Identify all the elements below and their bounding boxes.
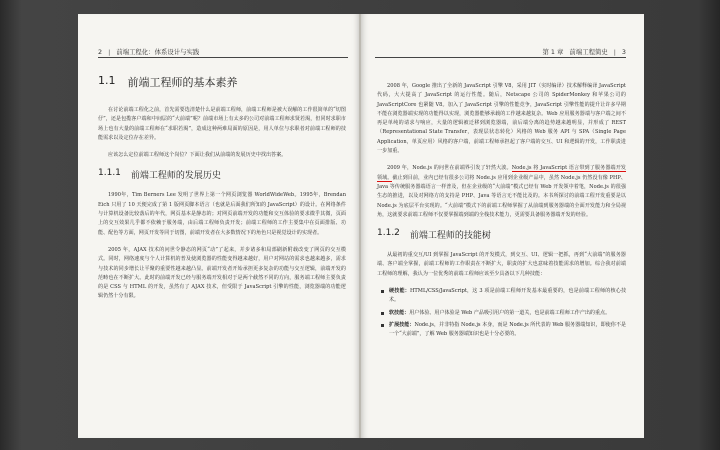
v8-paragraph: 2008 年，Google 推出了全新的 JavaScript 引擎 V8，采用 JIT（实时编译）技术解释编译 JavaScript 代码，大大提高了 JavaScript 的运行性能。随后，Netscape 公司的 SpiderMonkey 和苹果公司的 JavaScriptCore 也紧随 V8。加入了 JavaScript 引擎的性能竞争，JavaScript 引擎性能的提升让许多早期不能在浏览器端实现的功能得以实现，浏览器能够承载的工作越来越复杂。Web 应用服务器端与客户端之间不再是单纯的请求与响应，大量的逻辑被迁移到浏览器端，前后端分离的趋势越来越明显，并形成了 REST（Representational State Transfer，表现层状态转化）风格的 Web 服务 API 与 SPA（Single Page Application，单页应用）风格的客户端，前端工程师承担起了客户端的交互、UI 和逻辑的开发，工作职责进一步加重。 xyxy=(377,83,626,155)
subsection-number: 1.1.1 xyxy=(98,168,121,179)
nodejs-paragraph xyxy=(377,164,626,220)
left-page-content xyxy=(98,66,346,310)
right-running-head xyxy=(375,46,626,58)
left-running-head xyxy=(98,46,348,58)
skill-item xyxy=(377,309,626,318)
right-page xyxy=(361,14,644,438)
right-page-content xyxy=(377,82,626,343)
section-number: 1.1 xyxy=(98,74,116,87)
section-title: 前端工程师的基本素养 xyxy=(127,76,238,89)
running-head-separator: | xyxy=(108,47,111,56)
section-heading xyxy=(98,74,346,90)
skill-item xyxy=(377,287,626,306)
skills-intro-paragraph: 从最初的重交互/UI 到掌握 JavaScript 的开发模式，到交互、UI、逻辑一把抓，再到“大前端”的服务器端、客户端全掌握，前端工程师的工作职责在不断扩大，职责的扩大也意味着技能需求的增加。综合我对前端工程师的理解，我认为一位优秀的前端工程师应该至少具备以下几种技能： xyxy=(377,252,626,277)
subsection-title: 前端工程师的发展历史 xyxy=(130,171,221,182)
skill-name: 硬技能： xyxy=(389,288,411,295)
subsection-title: 前端工程师的技能树 xyxy=(409,231,491,242)
chapter-title: 前端工程简史 xyxy=(569,48,608,56)
intro-paragraph: 在讨论前端工程化之前，首先需要选清楚什么是前端工程师，前端工程师是被大误解的工作很简单的“切图仔”，还是包揽客户端和中间层的“大前端”呢？前端市场上有太多的公司对前端工程师求贤若渴，但同时求职市场上也有大量的前端工程师在“求职若渴”，造成这种两难局面的原因是，用人单位与求职者对前端工程师的技能需求以及定位存在差异。 xyxy=(98,107,346,141)
skills-list xyxy=(377,287,626,339)
intro-paragraph: 应该怎么定位前端工程师这个岗位？下面让我们从前端的发展历史中找出答案。 xyxy=(108,152,287,159)
left-page-number: 2 xyxy=(98,47,103,56)
nodejs-body-text: 截止到目前，业内已经有很多公司将 Node.js 应用到企业级产品中，虽然 Node.js 仍然没有像 PHP、Java 等传统服务器端语言一样普及，但在企业级的“大前端”模式已经有 Web 开发领中着笔，Node.js 的很强生态的推进，以及对网络方的支持是 PHP、Java 等语言无不能比及的。本书所探讨的前端工程开发重要是以 Node.js 为底层平台实现的。“大前端”模式下的前端工程师掌握了从前端到服务器端的全面开发能力和全局视角，这就要求前端工程师不仅要掌握端到端的全栈技术能力，更需要具备服务器端开发的经验。 xyxy=(377,174,627,218)
skill-text: 用户体验、用户体验是 Web 产品吸引用户的第一道关，也是前端工程师工作产出的重点。 xyxy=(409,309,611,316)
skill-item xyxy=(377,321,626,340)
left-page xyxy=(78,14,360,438)
red-underlined-highlight: Node.js 将 JavaScript 语言带到了服务器端开发领域。 xyxy=(377,165,627,181)
subsection-number: 1.1.2 xyxy=(377,228,400,239)
nodejs-intro-text: 2009 年，Node.js 的问世在前端界引发了轩然大波。 xyxy=(387,165,512,172)
skill-text: Node.js，并非特指 Node.js 本身，而是 Node.js 所代表的 Web 服务器端知识，即使你不是一个“大前端”，了解 Web 服务器端知识也是十分必要的。 xyxy=(389,321,627,338)
right-page-number: 3 xyxy=(621,47,626,56)
subsection-heading xyxy=(98,168,346,181)
subsection-heading xyxy=(377,228,626,241)
chapter-label: 第 1 章 xyxy=(542,48,564,56)
history-paragraph: 1990年，Tim Berners Lee 发明了世界上第一个网页浏览器 WorldWideWeb。1995年，Brendan Eich 只用了 10 天便完成了第 1 版网页脚本语言（也就是后面我们所知的 JavaScript）的设计。在网络条件与计算机设备比较落后的年代，网页基本是静态的；对网页前端开发的功能和交互体验的要求微乎其微，页面上的交互效果几乎都不依赖于服务端，由后端工程师负责开发；前端工程师的工作主要集中在页面排版、功能、配色等方面，网页开发等同于切图，前端开发者在大多数情况下的角色只是视觉设计的实现者。 xyxy=(98,192,346,236)
skill-text: HTML/CSS/JavaScript，这 3 项是前端工程师开发基本最重要的，也是前端工程师的核心技术。 xyxy=(389,288,626,304)
skill-name: 扩展技能： xyxy=(389,321,415,328)
book-title: 前端工程化：体系设计与实践 xyxy=(116,48,200,56)
running-head-separator: | xyxy=(613,47,616,56)
history-paragraph: 2005 年，AJAX 技术的问世令静态的网页“动”了起来，并步诸多和局部刷新附载改变了网页的交互模式。同时，网络速度与个人计算机的普及使浏览器的性能变得越来越好，用户对网站的需求也越来越多，需求与技术的同步增长让平聚的重要性越来越凸显。前端开发者开始承担更多复杂的功能与交互逻辑，前端开发的范畴也在不断扩大。此时的前端开发已经与服务端开发相对于是两个截然不同的方向，服务端工程师主要负责的是 CSS 与 HTML 的开发，虽然有了 AJAX 技术，但受限于 JavaScript 引擎的性能，浏览器端的功能逻辑仍然十分有限。 xyxy=(98,246,346,300)
skill-name: 软技能： xyxy=(389,309,410,316)
